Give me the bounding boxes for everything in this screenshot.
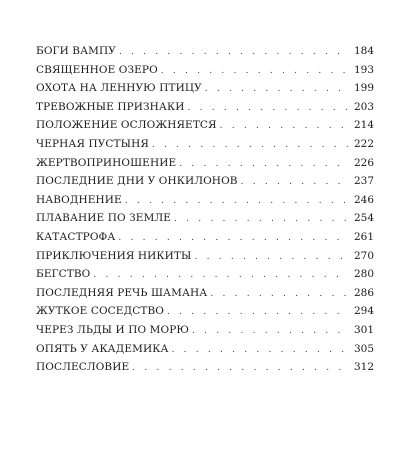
toc-entry-title: ПОСЛЕСЛОВИЕ xyxy=(36,361,130,374)
toc-dot-leader xyxy=(132,359,349,378)
toc-entry xyxy=(36,135,374,154)
toc-entry-page-number: 270 xyxy=(353,249,374,262)
toc-entry xyxy=(36,154,374,173)
toc-entry xyxy=(36,284,374,303)
toc-dot-leader xyxy=(161,62,349,81)
toc-entry-page-number: 222 xyxy=(353,137,374,150)
toc-entry-page-number: 261 xyxy=(353,230,374,243)
toc-entry xyxy=(36,116,374,135)
toc-dot-leader xyxy=(119,43,349,62)
toc-entry-page-number: 203 xyxy=(353,100,374,113)
toc-entry-page-number: 301 xyxy=(353,323,374,336)
toc-entry-page-number: 312 xyxy=(353,361,374,374)
toc-entry-title: ЧЕРНАЯ ПУСТЫНЯ xyxy=(36,137,149,150)
toc-entry xyxy=(36,340,374,359)
table-of-contents xyxy=(36,42,374,377)
toc-entry-title: ЖЕРТВОПРИНОШЕНИЕ xyxy=(36,156,177,169)
toc-entry-title: НАВОДНЕНИЕ xyxy=(36,193,122,206)
toc-dot-leader xyxy=(118,229,349,248)
toc-dot-leader xyxy=(167,303,349,322)
toc-entry-title: ОХОТА НА ЛЕННУЮ ПТИЦУ xyxy=(36,82,202,95)
toc-entry xyxy=(36,209,374,228)
toc-dot-leader xyxy=(125,192,349,211)
toc-dot-leader xyxy=(174,210,349,229)
toc-entry xyxy=(36,302,374,321)
toc-entry-title: ЖУТКОЕ СОСЕДСТВО xyxy=(36,305,164,318)
toc-entry xyxy=(36,172,374,191)
toc-entry xyxy=(36,61,374,80)
toc-entry xyxy=(36,98,374,117)
toc-dot-leader xyxy=(205,80,349,99)
toc-entry-page-number: 184 xyxy=(353,45,374,57)
toc-dot-leader xyxy=(192,322,349,341)
toc-entry-title: БЕГСТВО xyxy=(36,268,91,281)
toc-entry-page-number: 280 xyxy=(353,268,374,281)
toc-entry-page-number: 246 xyxy=(353,193,374,206)
toc-entry-page-number: 237 xyxy=(353,175,374,188)
toc-dot-leader xyxy=(152,136,349,155)
toc-entry-title: КАТАСТРОФА xyxy=(36,230,116,243)
toc-dot-leader xyxy=(220,117,349,136)
toc-dot-leader xyxy=(194,248,349,267)
toc-entry-page-number: 305 xyxy=(353,342,374,355)
toc-entry-page-number: 214 xyxy=(353,119,374,132)
toc-entry xyxy=(36,358,374,377)
toc-entry-page-number: 193 xyxy=(353,63,374,76)
toc-entry-title: ЧЕРЕЗ ЛЬДЫ И ПО МОРЮ xyxy=(36,323,189,336)
toc-entry-title: ПЛАВАНИЕ ПО ЗЕМЛЕ xyxy=(36,212,172,225)
toc-dot-leader xyxy=(187,99,349,118)
toc-entry-title: ПОСЛЕДНЯЯ РЕЧЬ ШАМАНА xyxy=(36,286,208,299)
toc-entry-title: ПОЛОЖЕНИЕ ОСЛОЖНЯЕТСЯ xyxy=(36,119,217,132)
toc-entry xyxy=(36,79,374,98)
toc-entry-page-number: 199 xyxy=(353,82,374,95)
toc-entry-page-number: 286 xyxy=(353,286,374,299)
toc-dot-leader xyxy=(179,155,349,174)
toc-entry xyxy=(36,228,374,247)
toc-entry-page-number: 294 xyxy=(353,305,374,318)
toc-entry xyxy=(36,42,374,61)
toc-entry-title: БОГИ ВАМПУ xyxy=(36,45,116,57)
toc-entry-page-number: 254 xyxy=(353,212,374,225)
toc-entry-title: ОПЯТЬ У АКАДЕМИКА xyxy=(36,342,169,355)
toc-entry-title: СВЯЩЕННОЕ ОЗЕРО xyxy=(36,63,158,76)
toc-entry-page-number: 226 xyxy=(353,156,374,169)
toc-entry xyxy=(36,191,374,210)
toc-dot-leader xyxy=(172,341,349,360)
toc-dot-leader xyxy=(241,173,349,192)
toc-entry-title: ПОСЛЕДНИЕ ДНИ У ОНКИЛОНОВ xyxy=(36,175,238,188)
toc-dot-leader xyxy=(93,266,349,285)
toc-entry xyxy=(36,265,374,284)
toc-entry xyxy=(36,247,374,266)
toc-entry xyxy=(36,321,374,340)
toc-entry-title: ПРИКЛЮЧЕНИЯ НИКИТЫ xyxy=(36,249,192,262)
toc-dot-leader xyxy=(210,285,349,304)
toc-entry-title: ТРЕВОЖНЫЕ ПРИЗНАКИ xyxy=(36,100,185,113)
